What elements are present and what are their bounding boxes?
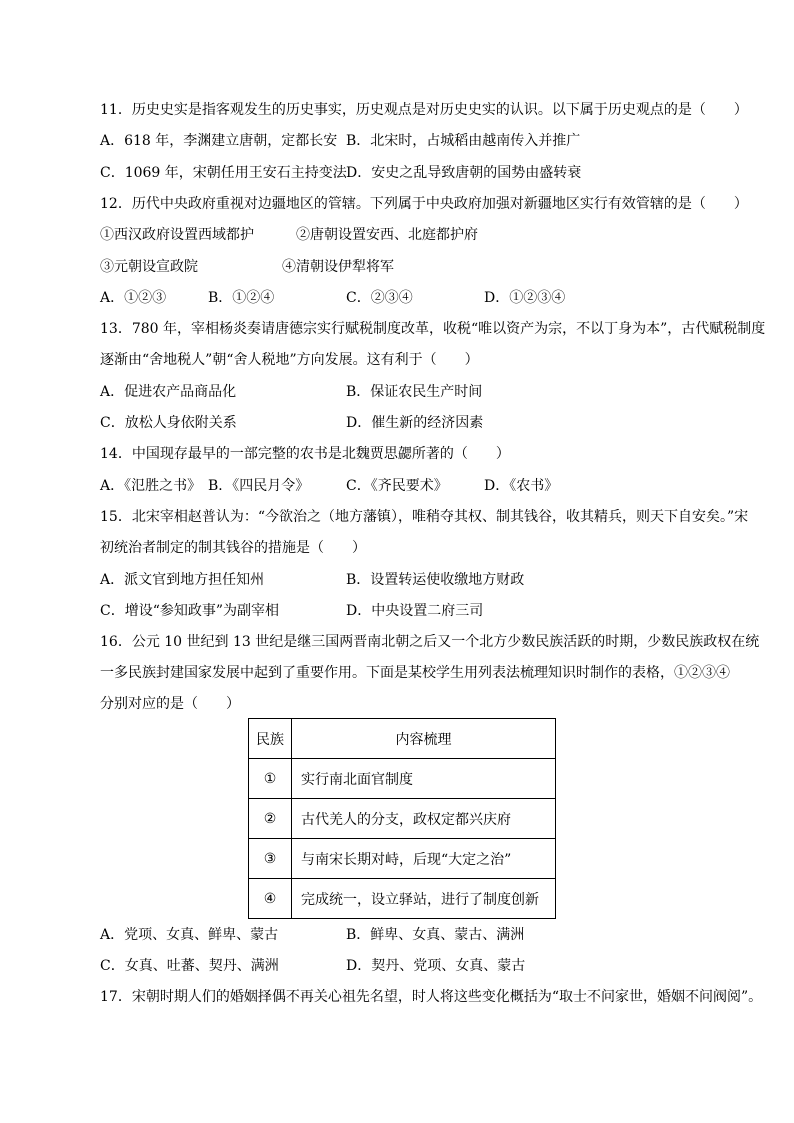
question-12-stem: 12．历代中央政府重视对边疆地区的管辖。下列属于中央政府加强对新疆地区实行有效管辖的是（ ）: [100, 196, 748, 212]
table-cell-content: 古代羌人的分支，政权定都兴庆府: [292, 799, 556, 839]
q14-option-a: A．《氾胜之书》: [100, 478, 202, 494]
q12-item-4: ④清朝设伊犁将军: [282, 259, 394, 275]
question-14-stem: 14．中国现存最早的一部完整的农书是北魏贾思勰所著的（ ）: [100, 446, 510, 462]
q15-option-b: B．设置转运使收缴地方财政: [346, 572, 525, 588]
q16-option-c: C．女真、吐蕃、契丹、满洲: [100, 958, 279, 974]
q15-option-c: C．增设“参知政事”为副宰相: [100, 603, 280, 619]
table-cell-mark: ①: [249, 759, 292, 799]
table-cell-mark: ③: [249, 839, 292, 879]
table-header-nation: 民族: [249, 719, 292, 759]
question-16-stem-cont-2: 分别对应的是（ ）: [100, 696, 240, 712]
question-13-stem-cont: 逐渐由“舍地税人”朝“舍人税地”方向发展。这有利于（ ）: [100, 352, 479, 368]
q13-option-d: D．催生新的经济因素: [346, 415, 484, 431]
table-row: [249, 879, 556, 919]
table-row: [249, 799, 556, 839]
q12-item-2: ②唐朝设置安西、北庭都护府: [296, 227, 478, 243]
q11-option-b: B．北宋时，占城稻由越南传入并推广: [346, 133, 581, 149]
table-row: [249, 759, 556, 799]
question-15-stem-cont: 初统治者制定的制其钱谷的措施是（ ）: [100, 540, 366, 556]
question-11-stem: 11．历史史实是指客观发生的历史事实，历史观点是对历史史实的认识。以下属于历史观点的是（ ）: [100, 102, 748, 118]
q12-option-a: A．①②③: [100, 290, 167, 306]
question-17-stem: 17．宋朝时期人们的婚姻择偶不再关心祖先名望，时人将这些变化概括为“取士不问家世，婚姻不问阀阅”。: [100, 989, 763, 1005]
table-row: [249, 839, 556, 879]
q13-option-a: A．促进农产品商品化: [100, 384, 237, 400]
q12-option-c: C．②③④: [346, 290, 413, 306]
table-cell-content: 与南宋长期对峙，后现“大定之治”: [292, 839, 556, 879]
nation-table: [248, 718, 556, 919]
question-13-stem: 13．780 年，宰相杨炎奏请唐德宗实行赋税制度改革，收税“唯以资产为宗，不以丁身为本”，古代赋税制度: [100, 321, 766, 337]
q16-option-b: B．鲜卑、女真、蒙古、满洲: [346, 927, 525, 943]
q14-option-d: D．《农书》: [484, 478, 559, 494]
q11-option-c: C．1069 年，宋朝任用王安石主持变法: [100, 165, 347, 181]
table-header-content: 内容梳理: [292, 719, 556, 759]
q11-option-a: A．618 年，李渊建立唐朝，定都长安: [100, 133, 338, 149]
table-cell-content: 实行南北面官制度: [292, 759, 556, 799]
table-cell-content: 完成统一，设立驿站，进行了制度创新: [292, 879, 556, 919]
q13-option-c: C．放松人身依附关系: [100, 415, 237, 431]
q13-option-b: B．保证农民生产时间: [346, 384, 483, 400]
q16-option-d: D．契丹、党项、女真、蒙古: [346, 958, 526, 974]
table-cell-mark: ②: [249, 799, 292, 839]
table-cell-mark: ④: [249, 879, 292, 919]
q15-option-a: A．派文官到地方担任知州: [100, 572, 265, 588]
q12-item-1: ①西汉政府设置西域都护: [100, 227, 254, 243]
question-16-stem: 16．公元 10 世纪到 13 世纪是继三国两晋南北朝之后又一个北方少数民族活跃的时期，少数民族政权在统: [100, 634, 760, 650]
q14-option-b: B．《四民月令》: [208, 478, 310, 494]
question-16-stem-cont-1: 一多民族封建国家发展中起到了重要作用。下面是某校学生用列表法梳理知识时制作的表格，①②③④: [100, 665, 730, 681]
question-15-stem: 15．北宋宰相赵普认为：“今欲治之（地方藩镇），唯稍夺其权、制其钱谷，收其精兵，则天下自安矣。”宋: [100, 509, 749, 525]
table-header-row: [249, 719, 556, 759]
q11-option-d: D．安史之乱导致唐朝的国势由盛转衰: [346, 165, 582, 181]
q15-option-d: D．中央设置二府三司: [346, 603, 484, 619]
q12-option-b: B．①②④: [208, 290, 275, 306]
q12-item-3: ③元朝设宣政院: [100, 259, 198, 275]
q16-option-a: A．党项、女真、鲜卑、蒙古: [100, 927, 279, 943]
q14-option-c: C．《齐民要术》: [346, 478, 448, 494]
q12-option-d: D．①②③④: [484, 290, 566, 306]
